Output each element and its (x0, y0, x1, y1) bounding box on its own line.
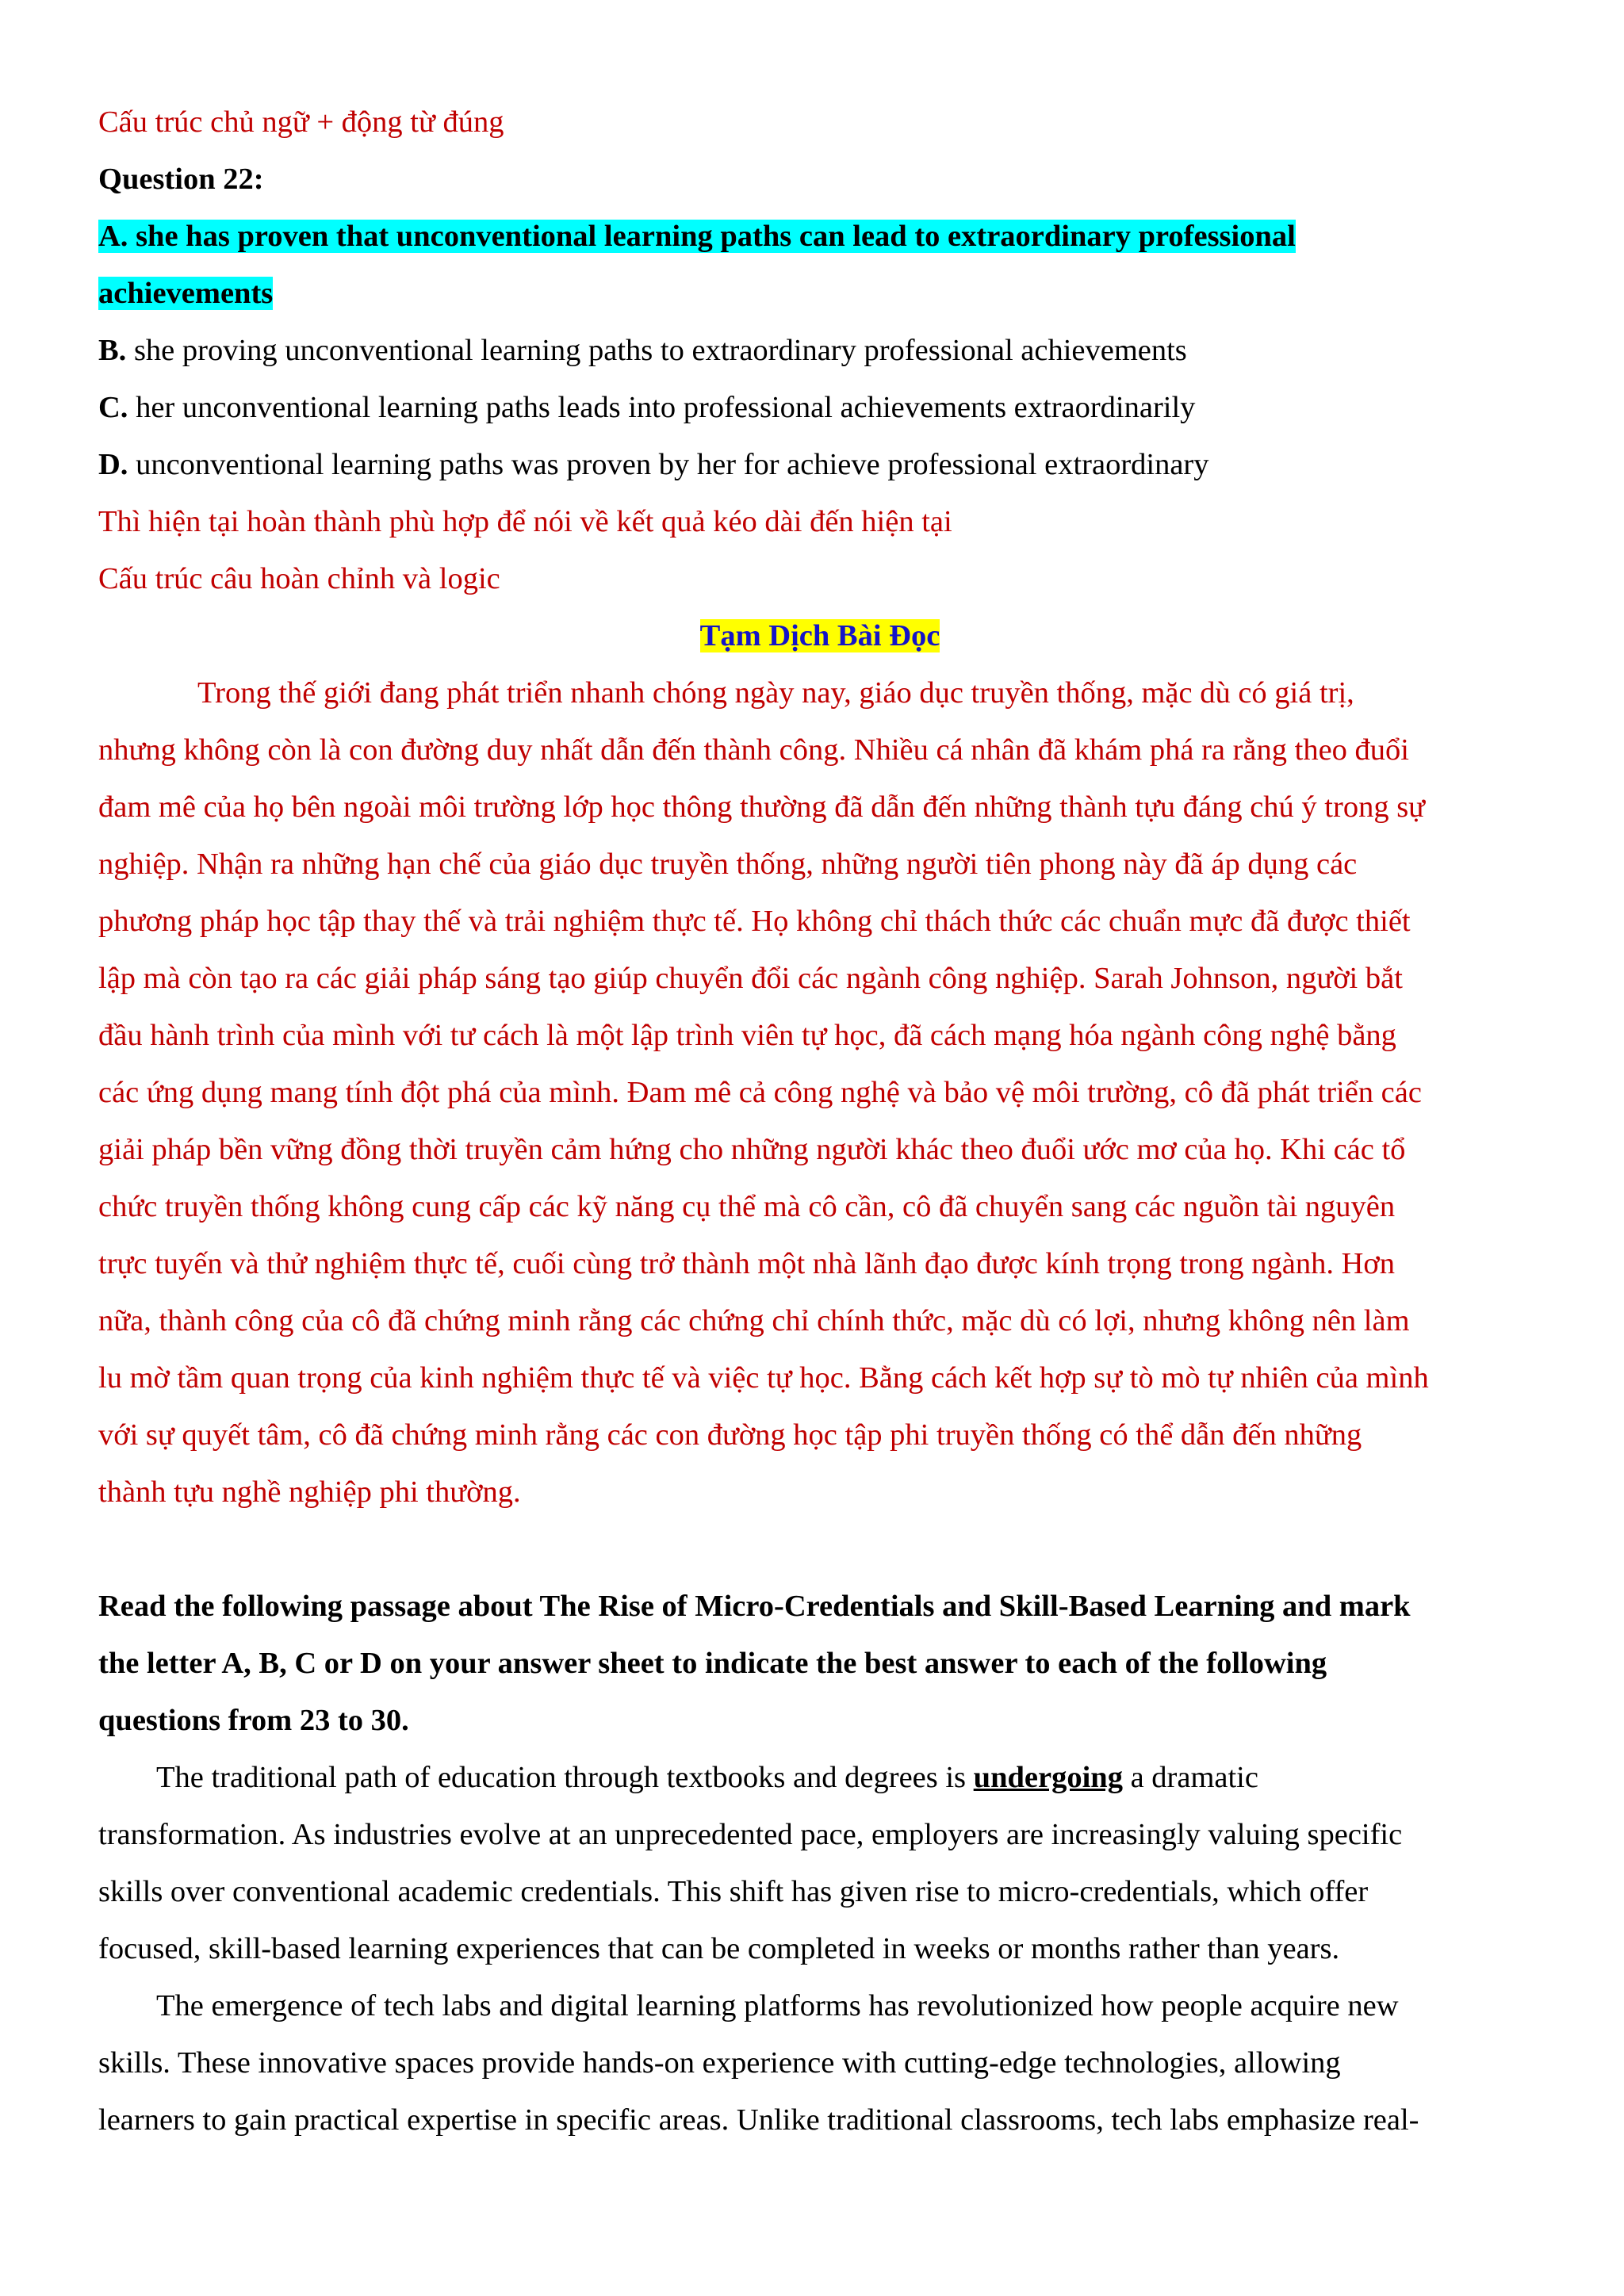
translation-line: trực tuyến và thử nghiệm thực tế, cuối cùng trở thành một nhà lãnh đạo được kính trọng trong ngành. Hơn (98, 1247, 1396, 1280)
option-a-line-2 (98, 265, 1542, 322)
translation-paragraph (98, 664, 1542, 1521)
passage-line: transformation. As industries evolve at an unprecedented pace, employers are increasingly valuing specific (98, 1818, 1403, 1851)
translation-line: Trong thế giới đang phát triển nhanh chóng ngày nay, giáo dục truyền thống, mặc dù có giá trị, (197, 676, 1354, 710)
option-c-text: her unconventional learning paths leads into professional achievements extraordinarily (128, 391, 1196, 424)
option-d-text: unconventional learning paths was proven by her for achieve professional extraordinary (128, 448, 1209, 481)
passage-text: a dramatic (1122, 1761, 1258, 1794)
passage-paragraph-2 (98, 1977, 1542, 2149)
translation-line: nữa, thành công của cô đã chứng minh rằng các chứng chỉ chính thức, mặc dù có lợi, nhưng không nên làm (98, 1304, 1410, 1337)
option-a-highlight-1 (98, 220, 1296, 253)
q21-note: Cấu trúc chủ ngữ + động từ đúng (98, 105, 504, 139)
q22-note-2: Cấu trúc câu hoàn chỉnh và logic (98, 562, 500, 595)
instruction-line: the letter A, B, C or D on your answer sheet to indicate the best answer to each of the following (98, 1647, 1327, 1680)
translation-line: phương pháp học tập thay thế và trải nghiệm thực tế. Họ không chỉ thách thức các chuẩn mực đã được thiết (98, 905, 1411, 938)
spacer (98, 1521, 1542, 1578)
translation-line: thành tựu nghề nghiệp phi thường. (98, 1475, 521, 1509)
option-a-line-1 (98, 208, 1542, 265)
translation-line: lu mờ tầm quan trọng của kinh nghiệm thực tế và việc tự học. Bằng cách kết hợp sự tò mò tự nhiên của mình (98, 1361, 1429, 1395)
translation-heading-row (98, 607, 1542, 664)
question-22-title: Question 22: (98, 163, 264, 196)
passage-line: learners to gain practical expertise in specific areas. Unlike traditional classrooms, tech labs emphasize real- (98, 2103, 1419, 2137)
translation-line: đam mê của họ bên ngoài môi trường lớp học thông thường đã dẫn đến những thành tựu đáng chú ý trong sự (98, 790, 1426, 824)
passage-paragraph-1 (98, 1749, 1542, 1977)
translation-line: giải pháp bền vững đồng thời truyền cảm hứng cho những người khác theo đuổi ước mơ của họ. Khi các tổ (98, 1133, 1406, 1166)
passage-line: focused, skill-based learning experiences that can be completed in weeks or months rather than years. (98, 1932, 1340, 1965)
option-c-letter: C. (98, 391, 128, 424)
instruction-line: questions from 23 to 30. (98, 1704, 409, 1737)
underlined-word: undergoing (973, 1761, 1123, 1794)
option-b (98, 322, 1542, 379)
translation-line: chức truyền thống không cung cấp các kỹ năng cụ thể mà cô cần, cô đã chuyển sang các nguồn tài nguyên (98, 1190, 1396, 1223)
instruction-line: Read the following passage about The Rise of Micro-Credentials and Skill-Based Learning and mark (98, 1590, 1411, 1623)
passage-line: The emergence of tech labs and digital learning platforms has revolutionized how people acquire new (156, 1989, 1399, 2022)
option-c (98, 379, 1542, 436)
option-a-text-2: achievements (98, 277, 274, 310)
translation-line: nhưng không còn là con đường duy nhất dẫn đến thành công. Nhiều cá nhân đã khám phá ra rằng theo đuổi (98, 733, 1409, 767)
option-b-letter: B. (98, 334, 127, 367)
translation-line: đầu hành trình của mình với tư cách là một lập trình viên tự học, đã cách mạng hóa ngành công nghệ bằng (98, 1019, 1396, 1052)
translation-line: với sự quyết tâm, cô đã chứng minh rằng các con đường học tập phi truyền thống có thể dẫn đến những (98, 1418, 1362, 1452)
passage-text: The traditional path of education through textbooks and degrees is (156, 1761, 974, 1794)
option-d (98, 436, 1542, 493)
translation-line: lập mà còn tạo ra các giải pháp sáng tạo giúp chuyển đổi các ngành công nghiệp. Sarah Johnson, người bắt (98, 962, 1403, 995)
passage-line: skills. These innovative spaces provide hands-on experience with cutting-edge technologies, allowing (98, 2046, 1341, 2080)
passage-line (98, 1749, 1542, 1806)
document-page (98, 94, 1542, 2149)
translation-heading: Tạm Dịch Bài Đọc (699, 619, 940, 652)
option-d-letter: D. (98, 448, 128, 481)
translation-line: các ứng dụng mang tính đột phá của mình. Đam mê cả công nghệ và bảo vệ môi trường, cô đã phát triển các (98, 1076, 1422, 1109)
option-b-text: she proving unconventional learning paths to extraordinary professional achievements (126, 334, 1187, 367)
passage-line: skills over conventional academic credentials. This shift has given rise to micro-credentials, which offer (98, 1875, 1369, 1908)
option-a-letter: A. (98, 220, 128, 253)
instructions (98, 1578, 1542, 1749)
option-a-text-1: she has proven that unconventional learning paths can lead to extraordinary professional (128, 220, 1296, 253)
q22-note-1: Thì hiện tại hoàn thành phù hợp để nói về kết quả kéo dài đến hiện tại (98, 505, 952, 538)
translation-line: nghiệp. Nhận ra những hạn chế của giáo dục truyền thống, những người tiên phong này đã áp dụng các (98, 848, 1358, 881)
